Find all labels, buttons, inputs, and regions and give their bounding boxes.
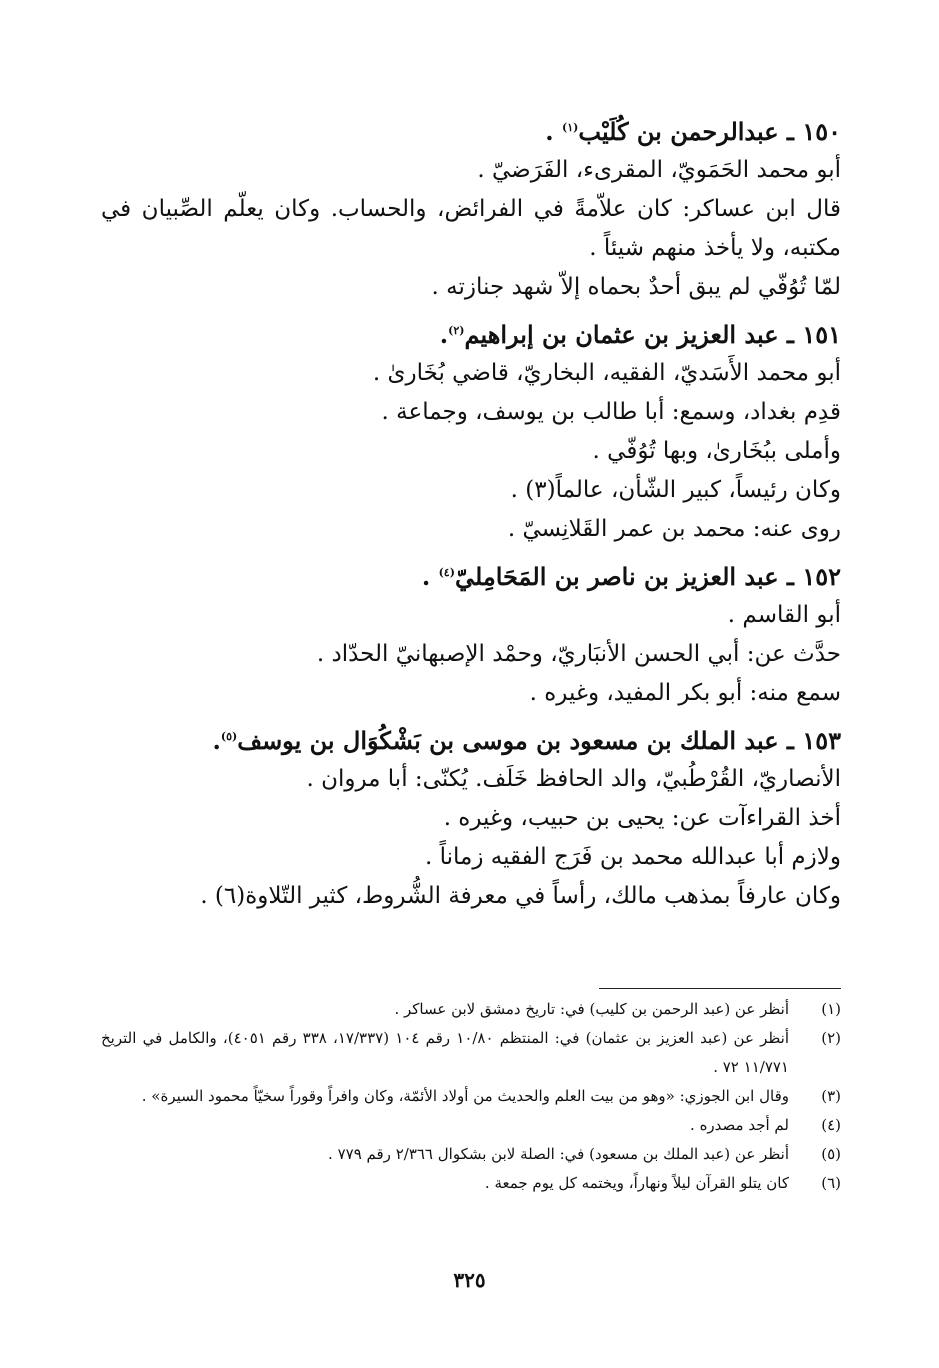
footnote-number: (٦) (821, 1174, 841, 1192)
entry-line: وكان عارفاً بمذهب مالك، رأساً في معرفة الشُّروط، كثير التّلاوة(٦) . (200, 883, 841, 909)
entry-line: أبو القاسم . (727, 602, 841, 628)
page-number: ٣٢٥ (453, 1268, 486, 1292)
footnote-ref: (٤) (438, 566, 455, 579)
entry-line: روى عنه: محمد بن عمر القَلانِسيّ . (507, 516, 841, 542)
footnote-ref: (٥) (220, 730, 238, 743)
footnotes (101, 995, 841, 1198)
footnote-number: (٥) (821, 1145, 841, 1163)
footnote-ref: (٢) (448, 324, 465, 337)
footnote-text: أنظر عن (عبد العزيز بن عثمان) في: المنتظم ١٠/٨٠ رقم ١٠٤ (١٧/٣٣٧، ٣٣٨ رقم ٤٠٥١)، والكامل في التريخ ١١/٧٧١ ٧٢ . (101, 1029, 790, 1076)
footnote-number: (٢) (821, 1029, 841, 1047)
entry-line: سمع منه: أبو بكر المفيد، وغيره . (529, 680, 841, 706)
entry-151 (101, 315, 841, 549)
entry-heading: ١٥٣ ـ عبد الملك بن مسعود بن موسى بن بَشْكُوَال بن يوسف$^{(٥)}$. (212, 726, 841, 755)
footnote-ref: (١) (562, 121, 579, 134)
entry-line: لمّا تُوُفّي لم يبق أحدٌ بحماه إلاّ شهد جنازته . (431, 274, 841, 300)
footnote-text: أنظر عن (عبد الملك بن مسعود) في: الصلة لابن بشكوال ٢/٣٦٦ رقم ٧٧٩ . (328, 1145, 789, 1163)
entry-line: وكان رئيساً، كبير الشّأن، عالماً(٣) . (510, 477, 841, 503)
footnote-text: كان يتلو القرآن ليلاً ونهاراً، ويختمه كل يوم جمعة . (484, 1174, 789, 1192)
footnote (101, 1140, 841, 1169)
entry-153 (101, 721, 841, 916)
entry-heading: ١٥٢ ـ عبد العزيز بن ناصر بن المَحَامِليّ$^{(٤)}$ . (421, 562, 841, 591)
footnote-number: (٣) (821, 1087, 841, 1105)
main-text (101, 112, 841, 924)
entry-line: أبو محمد الأَسَديّ، الفقيه، البخاريّ، قاضي بُخَارىٰ . (372, 360, 841, 386)
entry-line: حدَّث عن: أبي الحسن الأنبَاريّ، وحمْد الإصبهانيّ الحدّاد . (316, 641, 841, 667)
entry-line: أبو محمد الحَمَويّ، المقرىء، الفَرَضيّ . (477, 157, 841, 183)
entry-paragraph: قال ابن عساكر: كان علاّمةً في الفرائض، والحساب. وكان يعلّم الصِّبيان في مكتبه، ولا يأخذ منهم شيئاً . (101, 196, 841, 261)
footnote-text: وقال ابن الجوزي: «وهو من بيت العلم والحديث من أولاد الأئمّة، وكان وافراً وقوراً سخيّاً محمود السيرة» . (141, 1087, 789, 1105)
entry-150 (101, 112, 841, 307)
footnote-divider (599, 988, 841, 989)
footnote-text: لم أجد مصدره . (690, 1116, 789, 1134)
entry-line: وأملى ببُخَارىٰ، وبها تُوُفّي . (592, 438, 841, 464)
footnote (101, 1024, 841, 1082)
entry-line: قدِم بغداد، وسمع: أبا طالب بن يوسف، وجماعة . (381, 399, 841, 425)
footnote-text: أنظر عن (عبد الرحمن بن كليب) في: تاريخ دمشق لابن عساكر . (394, 1000, 789, 1018)
footnote-number: (٤) (821, 1116, 841, 1134)
footnote (101, 1169, 841, 1198)
entry-heading: ١٥٠ ـ عبدالرحمن بن كُلَيْب$^{(١)}$ . (545, 117, 841, 146)
footnote (101, 1111, 841, 1140)
entry-line: أخذ القراءآت عن: يحيى بن حبيب، وغيره . (443, 805, 841, 831)
entry-line: ولازم أبا عبدالله محمد بن فَرَج الفقيه زماناً . (424, 844, 841, 870)
entry-line: الأنصاريّ، القُرْطُبيّ، والد الحافظ خَلَف. يُكنّى: أبا مروان . (306, 766, 841, 792)
footnote (101, 995, 841, 1024)
footnote (101, 1082, 841, 1111)
footnote-number: (١) (821, 1000, 841, 1018)
entry-152 (101, 557, 841, 713)
entry-heading: ١٥١ ـ عبد العزيز بن عثمان بن إبراهيم$^{(٢)}$. (439, 320, 841, 349)
